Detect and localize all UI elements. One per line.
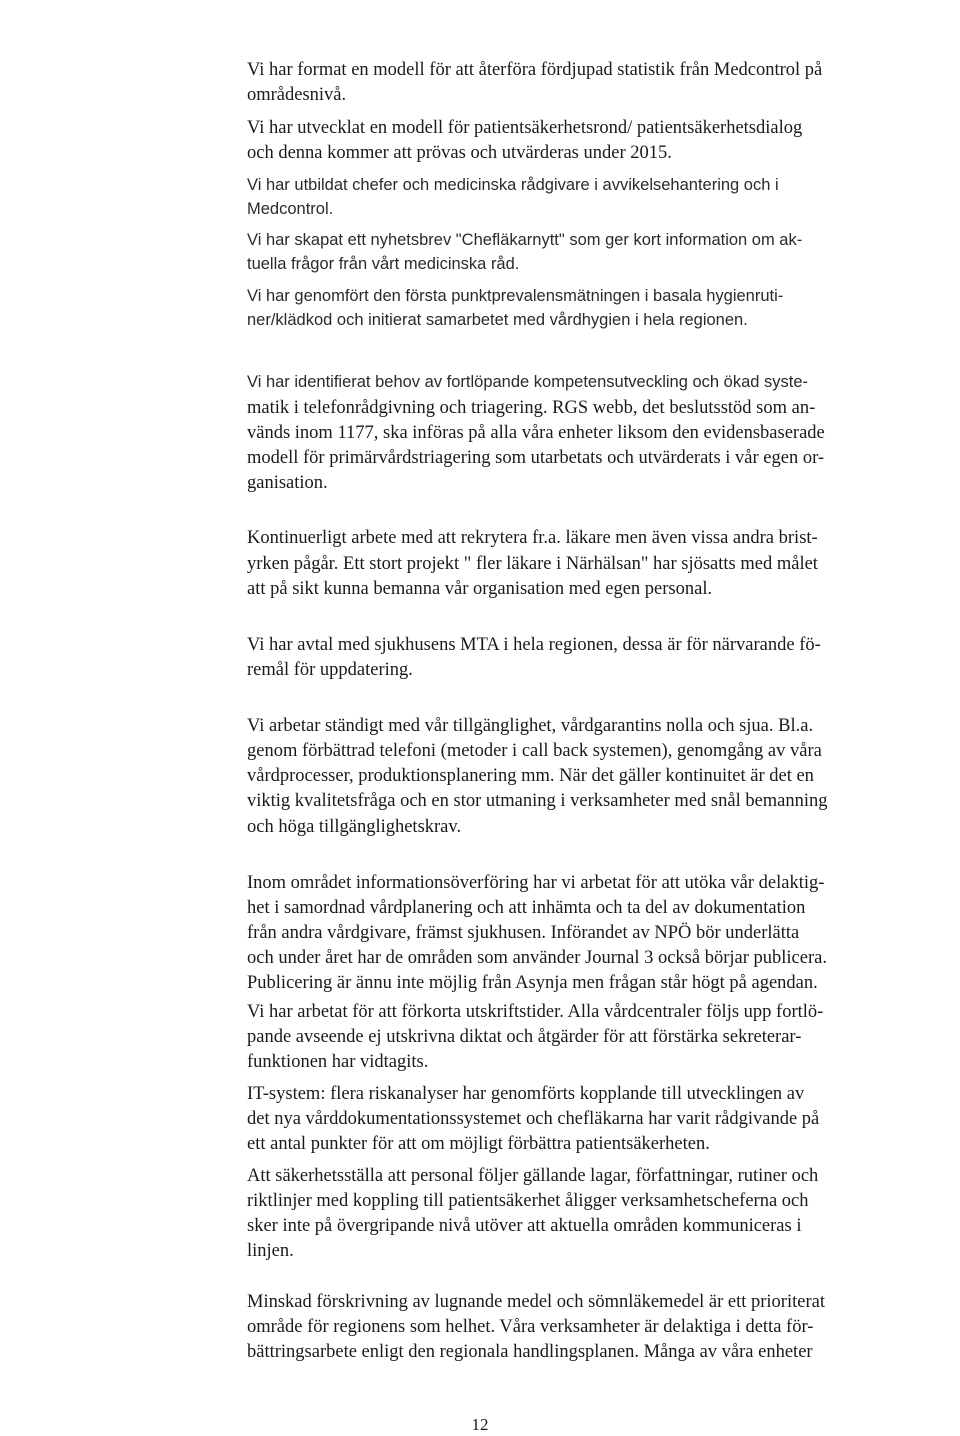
- text-line: genom förbättrad telefoni (metoder i call back systemen), genomgång av våra: [247, 741, 822, 761]
- text-line: Vi har arbetat för att förkorta utskriftstider. Alla vårdcentraler följs upp fortlö-: [247, 1002, 824, 1022]
- text-line: från andra vårdgivare, främst sjukhusen. Införandet av NPÖ bör underlätta: [247, 923, 800, 943]
- text-line: Vi arbetar ständigt med vår tillgänglighet, vårdgarantins nolla och sjua. Bl.a.: [247, 716, 814, 736]
- text-line: Medcontrol.: [247, 200, 334, 218]
- text-line: IT-system: flera riskanalyser har genomförts kopplande till utvecklingen av: [247, 1084, 805, 1104]
- text-line: Vi har utvecklat en modell för patientsäkerhetsrond/ patientsäkerhetsdialog: [247, 118, 803, 138]
- page-number: 12: [471, 1415, 489, 1434]
- text-line: Minskad förskrivning av lugnande medel och sömnläkemedel är ett prioriterat: [247, 1292, 825, 1312]
- text-line: det nya vårddokumentationssystemet och chefläkarna har varit rådgivande på: [247, 1109, 820, 1129]
- text-line: Vi har genomfört den första punktprevalensmätningen i basala hygienruti-: [247, 287, 784, 305]
- text-line: yrken pågår. Ett stort projekt " fler läkare i Närhälsan" har sjösatts med målet: [247, 554, 818, 574]
- text-line: funktionen har vidtagits.: [247, 1052, 429, 1072]
- text-line: ner/klädkod och initierat samarbetet med vårdhygien i hela regionen.: [247, 311, 748, 329]
- text-line: Kontinuerligt arbete med att rekrytera fr.a. läkare men även vissa andra brist-: [247, 528, 818, 548]
- text-line: remål för uppdatering.: [247, 660, 413, 680]
- text-line: pande avseende ej utskrivna diktat och åtgärder för att förstärka sekreterar-: [247, 1027, 802, 1047]
- text-line: riktlinjer med koppling till patientsäkerhet åligger verksamhetscheferna och: [247, 1191, 809, 1211]
- text-line: sker inte på övergripande nivå utöver att aktuella områden kommuniceras i: [247, 1216, 802, 1236]
- text-line: het i samordnad vårdplanering och att inhämta och ta del av dokumentation: [247, 898, 806, 918]
- text-line: Vi har skapat ett nyhetsbrev "Chefläkarnytt" som ger kort information om ak-: [247, 231, 803, 249]
- text-line: ett antal punkter för att om möjligt förbättra patientsäkerheten.: [247, 1134, 710, 1154]
- text-line: Vi har utbildat chefer och medicinska rådgivare i avvikelsehantering och i: [247, 176, 779, 194]
- text-line: Vi har avtal med sjukhusens MTA i hela regionen, dessa är för närvarande fö-: [247, 635, 821, 655]
- text-line: och höga tillgänglighetskrav.: [247, 817, 462, 837]
- text-line: viktig kvalitetsfråga och en stor utmaning i verksamheter med snål bemanning: [247, 791, 828, 811]
- text-line: ganisation.: [247, 473, 328, 493]
- text-line: och denna kommer att prövas och utvärderas under 2015.: [247, 143, 672, 163]
- text-line: bättringsarbete enligt den regionala handlingsplanen. Många av våra enheter: [247, 1342, 813, 1362]
- text-line: vänds inom 1177, ska införas på alla våra enheter liksom den evidensbaserade: [247, 423, 825, 443]
- text-line: linjen.: [247, 1241, 294, 1261]
- text-line: Att säkerhetsställa att personal följer gällande lagar, författningar, rutiner och: [247, 1166, 819, 1186]
- text-line: tuella frågor från vårt medicinska råd.: [247, 255, 520, 273]
- text-line: områdesnivå.: [247, 85, 347, 105]
- text-line: vårdprocesser, produktionsplanering mm. När det gäller kontinuitet är det en: [247, 766, 814, 786]
- text-line: att på sikt kunna bemanna vår organisation med egen personal.: [247, 579, 713, 599]
- text-line: Vi har format en modell för att återföra fördjupad statistik från Medcontrol på: [247, 60, 823, 80]
- text-line: Publicering är ännu inte möjlig från Asynja men frågan står högt på agendan.: [247, 973, 818, 993]
- text-line: och under året har de områden som använder Journal 3 också börjar publicera.: [247, 948, 827, 968]
- text-line: område för regionens som helhet. Våra verksamheter är delaktiga i detta för-: [247, 1317, 814, 1337]
- text-line: Vi har identifierat behov av fortlöpande kompetensutveckling och ökad syste-: [247, 373, 809, 391]
- text-line: Inom området informationsöverföring har vi arbetat för att utöka vår delaktig-: [247, 873, 825, 893]
- text-line: modell för primärvårdstriagering som utarbetats och utvärderats i vår egen or-: [247, 448, 825, 468]
- text-line: matik i telefonrådgivning och triagering. RGS webb, det beslutsstöd som an-: [247, 398, 816, 418]
